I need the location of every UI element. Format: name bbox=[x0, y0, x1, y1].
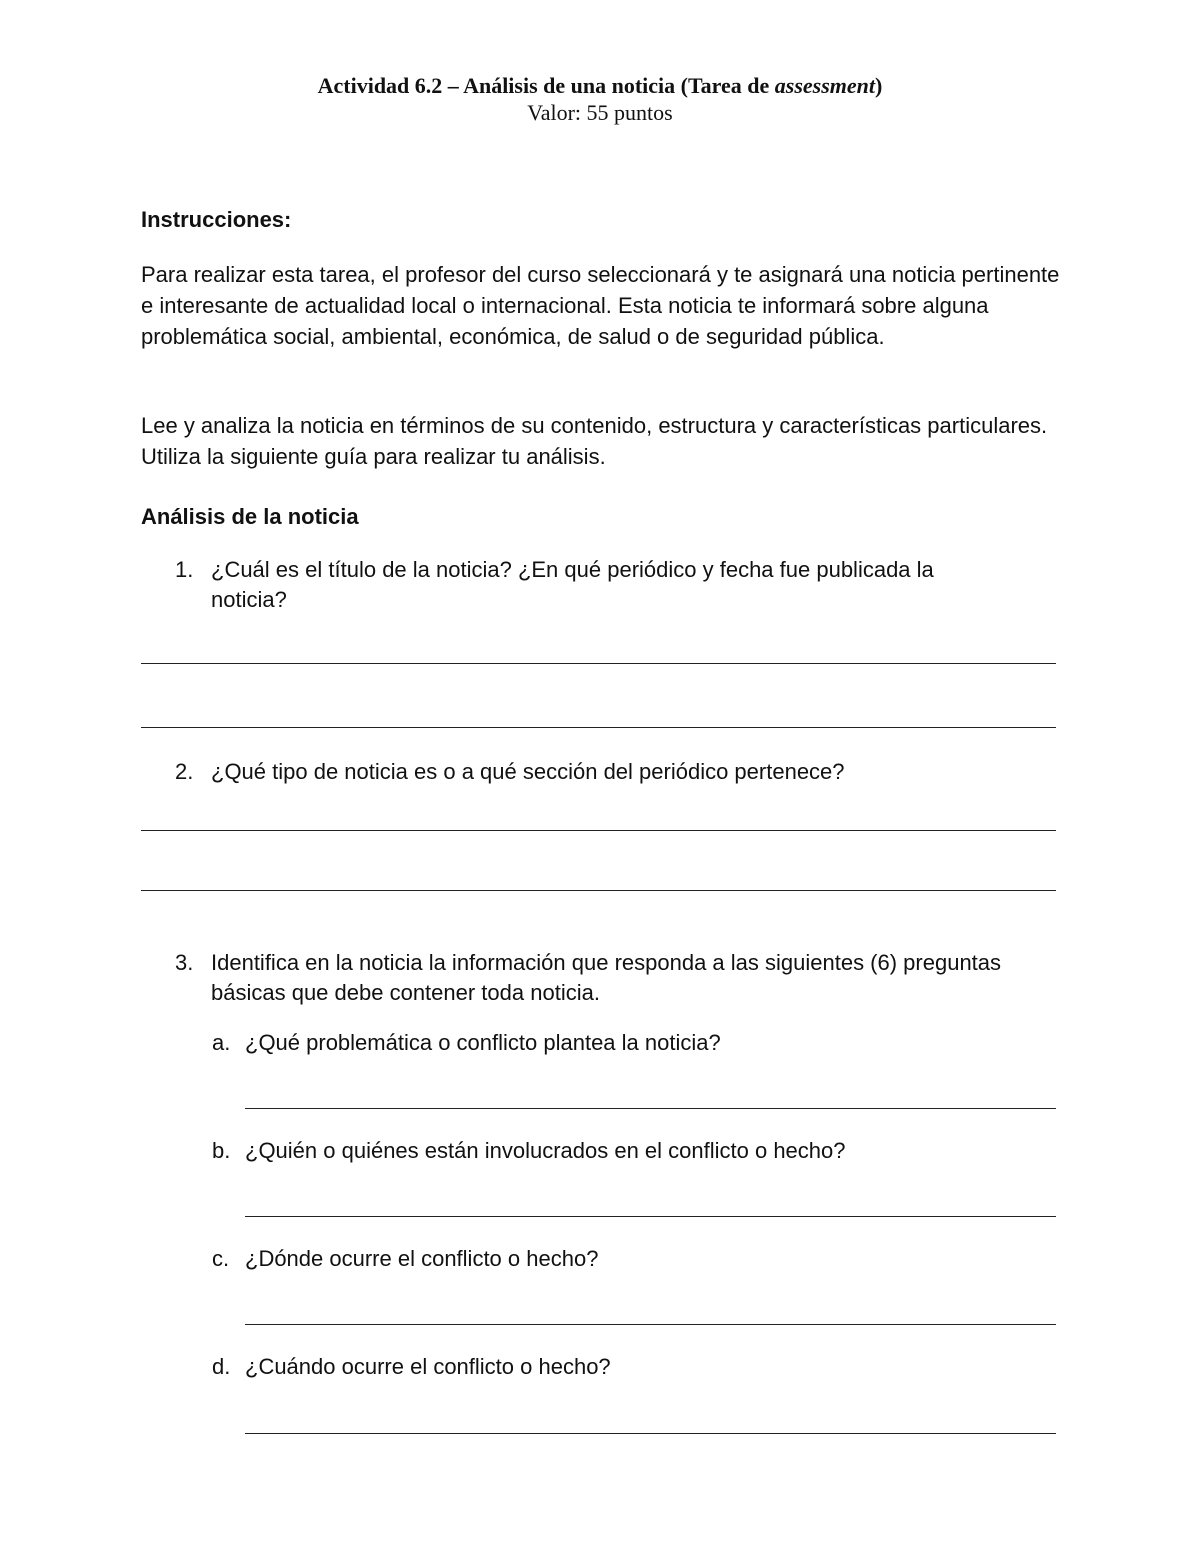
subquestion-b-text: ¿Quién o quiénes están involucrados en el conflicto o hecho? bbox=[245, 1138, 846, 1163]
question-3-number: 3. bbox=[175, 950, 194, 975]
instructions-paragraph-2: Lee y analiza la noticia en términos de su contenido, estructura y características particulares. Utiliza la siguiente guía para realizar tu análisis. bbox=[141, 413, 1048, 469]
subquestion-a-letter: a. bbox=[212, 1030, 231, 1055]
title-main-text: Actividad 6.2 – Análisis de una noticia (Tarea de bbox=[317, 73, 775, 98]
question-1-number: 1. bbox=[175, 557, 194, 582]
question-3-text: Identifica en la noticia la información que responda a las siguientes (6) preguntas básicas que debe contener toda noticia. bbox=[211, 950, 1002, 1005]
subquestion-d-text: ¿Cuándo ocurre el conflicto o hecho? bbox=[245, 1354, 611, 1379]
instructions-heading: Instrucciones: bbox=[141, 207, 292, 232]
instructions-paragraph-1: Para realizar esta tarea, el profesor del curso seleccionará y te asignará una noticia pertinente e interesante de actualidad local o internacional. Esta noticia te informará sobre alguna problemática social, ambiental, económica, de salud o de seguridad pública. bbox=[141, 262, 1060, 349]
question-1-text: ¿Cuál es el título de la noticia? ¿En qué periódico y fecha fue publicada la noticia? bbox=[211, 557, 934, 612]
question-2-text: ¿Qué tipo de noticia es o a qué sección del periódico pertenece? bbox=[211, 759, 845, 784]
answer-line-q3b[interactable] bbox=[245, 1216, 1056, 1217]
answer-line-q2-2[interactable] bbox=[141, 890, 1056, 891]
question-2-number: 2. bbox=[175, 759, 194, 784]
subquestion-b-letter: b. bbox=[212, 1138, 231, 1163]
page-subtitle: Valor: 55 puntos bbox=[527, 100, 673, 125]
title-italic-text: assessment bbox=[774, 73, 876, 98]
title-end-text: ) bbox=[875, 73, 883, 98]
answer-line-q1-1[interactable] bbox=[141, 663, 1056, 664]
analysis-heading: Análisis de la noticia bbox=[141, 504, 359, 529]
answer-line-q3a[interactable] bbox=[245, 1108, 1056, 1109]
answer-line-q3c[interactable] bbox=[245, 1324, 1056, 1325]
subquestion-c-text: ¿Dónde ocurre el conflicto o hecho? bbox=[245, 1246, 599, 1271]
answer-line-q2-1[interactable] bbox=[141, 830, 1056, 831]
answer-line-q3d[interactable] bbox=[245, 1433, 1056, 1434]
answer-line-q1-2[interactable] bbox=[141, 727, 1056, 728]
page-title bbox=[0, 72, 1200, 100]
subquestion-c-letter: c. bbox=[212, 1246, 230, 1271]
subquestion-a-text: ¿Qué problemática o conflicto plantea la noticia? bbox=[245, 1030, 721, 1055]
subquestion-d-letter: d. bbox=[212, 1354, 231, 1379]
